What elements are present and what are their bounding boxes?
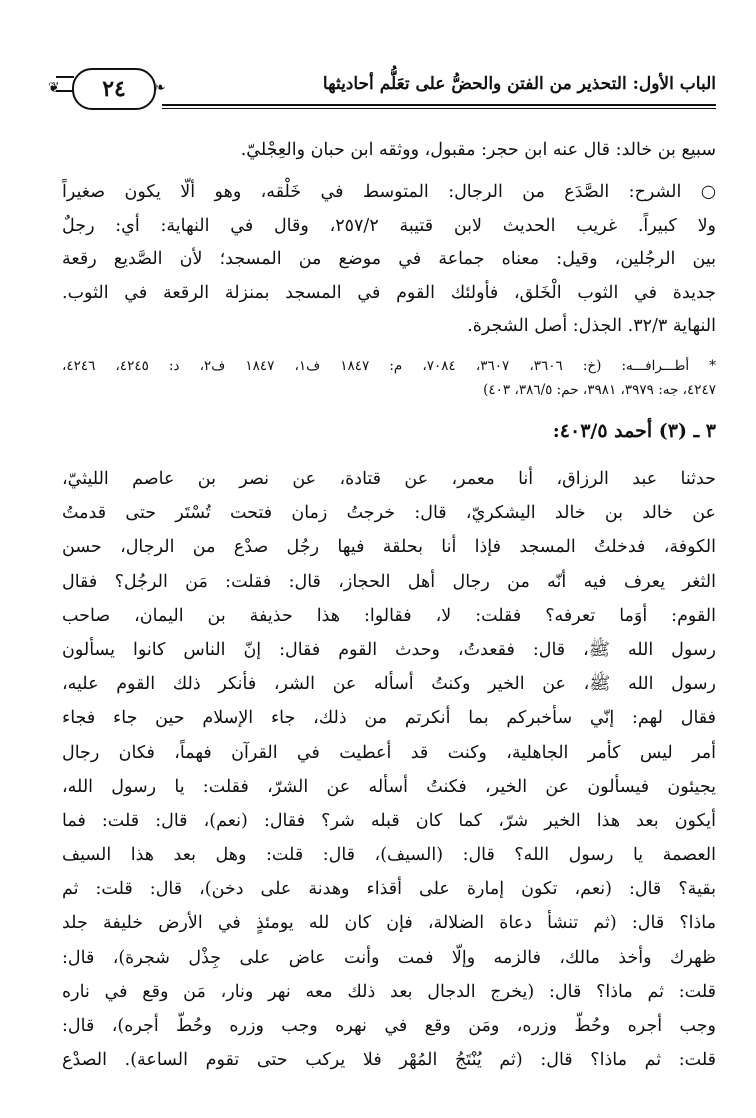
hadith-line: عن خالد بن خالد اليشكريّ، قال: خرجتُ زمان فتحت تُسْتَر حتى قدمتُ	[62, 503, 716, 524]
narrator-note	[62, 134, 716, 168]
page-number-text: ٢٤	[102, 76, 126, 102]
ornament-left-icon: ❦	[48, 80, 60, 96]
hadith-line: الثغر يعرف فيه أنّه من رجال أهل الحجاز، قال: فقلت: مَن الرجُل؟ فقال	[62, 571, 716, 592]
hadith-line: أمر ليس كأمر الجاهلية، وكنت قد أعطيت في القرآن فهماً، فكان رجال	[62, 742, 716, 763]
hadith-line: حدثنا عبد الرزاق، أنا معمر، عن قتادة، عن نصر بن عاصم الليثيّ،	[62, 469, 716, 489]
footnote-line: ٤٢٤٧، جه: ٣٩٧٩، ٣٩٨١، حم: ٣٨٦/٥، ٤٠٣)	[483, 382, 716, 398]
page-header	[48, 66, 716, 114]
hadith-heading: ٣ ـ (٣) أحمد ٤٠٣/٥:	[552, 420, 716, 442]
running-title: الباب الأول: التحذير من الفتن والحضُّ على تعَلُّم أحاديثها	[322, 74, 716, 94]
hadith-line: أيكون بعد هذا الخير شرّ، كما كان قبله شر؟ فقال: (نعم)، قال: قلت: فما	[62, 810, 716, 831]
hadith-line: قلت: ثم ماذا؟ قال: (يخرج الدجال بعد ذلك معه نهر ونار، مَن وقع في ناره	[62, 981, 716, 1002]
hadith-line: قلت: ثم ماذا؟ قال: (ثم يُنْتَجُ المُهْر فلا يركب حتى تقوم الساعة). الصدْع	[62, 1050, 716, 1071]
footnote	[62, 354, 716, 402]
hadith-line: رسول الله ﷺ، قال: فقعدتُ، وحدث القوم فقال: إنّ الناس كانوا يسألون	[62, 639, 716, 660]
header-rule	[162, 104, 716, 106]
footnote-line: * أطـــرافـــه: (خ: ٣٦٠٦، ٣٦٠٧، ٧٠٨٤، م: ١٨٤٧ ف١، ١٨٤٧ ف٢، د: ٤٢٤٥، ٤٢٤٦،	[62, 358, 716, 374]
hadith-line: رسول الله ﷺ، عن الخير وكنتُ أسأله عن الشر، فأنكر ذلك القوم عليه،	[62, 674, 716, 695]
hadith-text	[62, 462, 716, 1077]
hadith-line: يجيئون فيسألون عن الخير، فكنتُ أسأله عن الشرّ، فقلت: يا رسول الله،	[62, 776, 716, 797]
hadith-line: ظهرك وأخذ مالك، فالزمه وإلّا فمت وأنت عاض على جِذْل شجرة)، قال:	[62, 947, 716, 968]
ornament-right-icon: ❧	[154, 80, 166, 96]
header-rule-thin	[162, 108, 716, 109]
hadith-line: فقال لهم: إنّي سأخبركم بما أنكرتم من ذلك، جاء الإسلام حين جاء فجاء	[62, 708, 716, 729]
glossary-line: ○ الشرح: الصَّدَع من الرجال: المتوسط في خَلْقه، وهو ألّا يكون صغيراً	[62, 182, 716, 202]
glossary-line: ولا كبيراً. غريب الحديث لابن قتيبة ٢٥٧/٢، وقال في النهاية: أي: رجلٌ	[62, 215, 717, 236]
glossary-section	[62, 176, 716, 344]
hadith-line: الكوفة، فدخلتُ المسجد فإذا أنا بحلقة فيها رجُل صدْع من الرجال، حسن	[62, 537, 716, 558]
page-number	[72, 68, 156, 110]
hadith-line: القوم: أوَما تعرفه؟ فقلت: لا، فقالوا: هذا حذيفة بن اليمان، صاحب	[62, 605, 716, 626]
glossary-line: جديدة في الثوب الْخَلق، فأولئك القوم في المسجد بمنزلة الرقعة في الثوب.	[62, 282, 716, 303]
hadith-line: بقية؟ قال: (نعم، تكون إمارة على أقذاء وهدنة على دخن)، قال: قلت: ثم	[62, 879, 716, 900]
hadith-line: ماذا؟ قال: (ثم تنشأ دعاة الضلالة، فإن كان لله يومئذٍ في الأرض خليفة جلد	[62, 913, 716, 934]
hadith-line: العصمة يا رسول الله؟ قال: (السيف)، قال: قلت: وهل بعد هذا السيف	[62, 845, 716, 866]
hadith-line: وجب أجره وحُطّ وزره، ومَن وقع في نهره وجب وزره وحُطّ أجره)، قال:	[62, 1016, 716, 1036]
narrator-line: سبيع بن خالد: قال عنه ابن حجر: مقبول، ووثقه ابن حبان والعِجْليّ.	[240, 140, 716, 160]
glossary-line: النهاية ٣٢/٣. الجذل: أصل الشجرة.	[467, 316, 716, 336]
glossary-line: بين الرجُلين، وقيل: معناه جماعة في موضع من المسجد؛ لأن الصَّديع رقعة	[62, 249, 716, 269]
